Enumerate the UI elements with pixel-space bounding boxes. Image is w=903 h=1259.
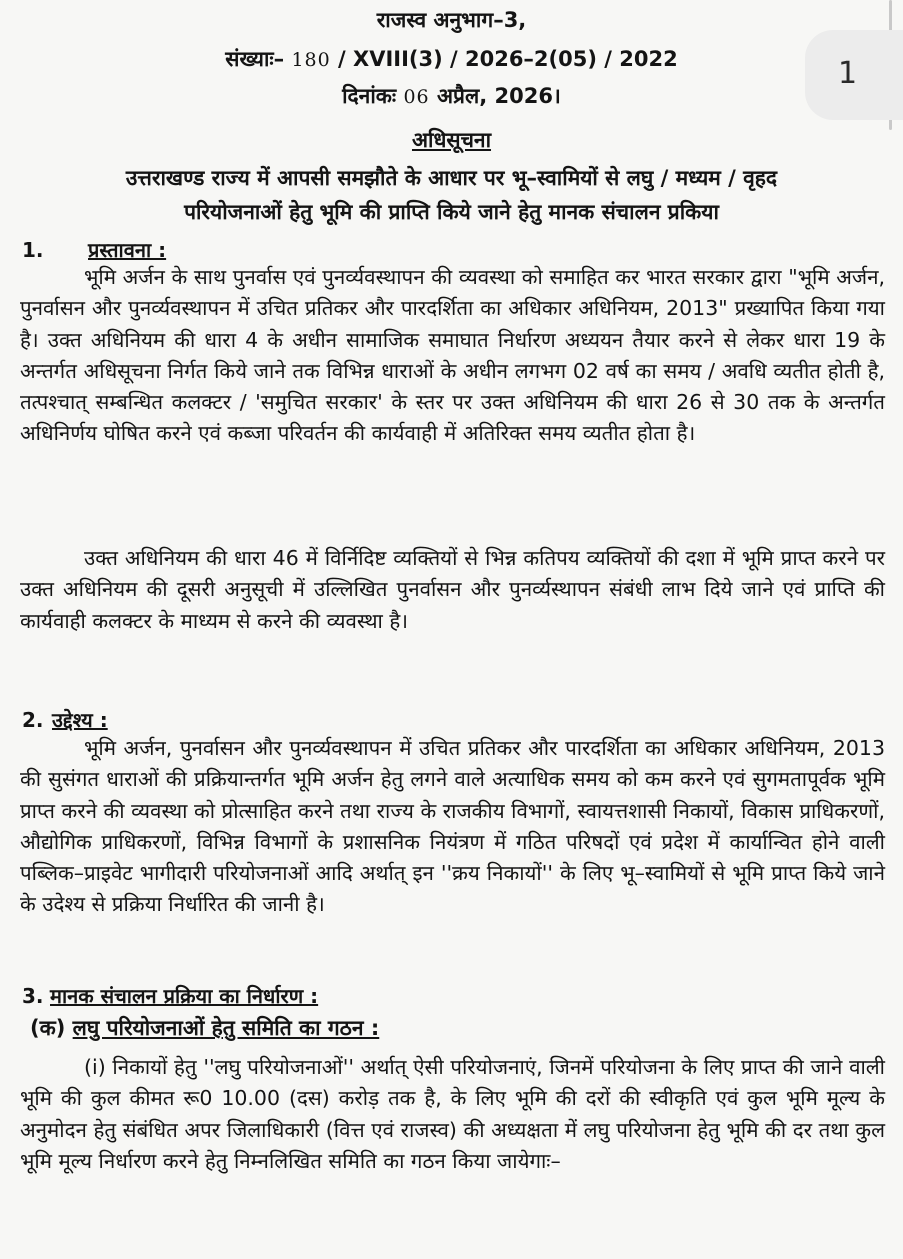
subsection-a-item-i: (i) निकायों हेतु ''लघु परियोजनाओं'' अर्थात् ऐसी परियोजनाएं, जिनमें परियोजना के लिए प्राप्त की जाने वाली भूमि की कुल कीमत रू0 10.00 (दस) करोड़ तक है, के लिए भूमि की दरों की स्वीकृति एवं कुल भूमि मूल्य के अनुमोदन हेतु संबंधित अपर जिलाधिकारी (वित्त एवं राजस्व) की अध्यक्षता में लघु परियोजना हेतु भूमि की दर तथा कुल भूमि मूल्य निर्धारण करने हेतु निम्नलिखित समिति का गठन किया जायेगाः–: [20, 1055, 885, 1173]
section-1-number: 1.: [22, 238, 44, 262]
handwritten-number: 180: [291, 49, 331, 71]
section-1-paragraph-1: भूमि अर्जन के साथ पुनर्वास एवं पुनर्व्यवस्थापन की व्यवस्था को समाहित कर भारत सरकार द्वारा "भूमि अर्जन, पुनर्वासन और पुनर्व्यवस्थापन में उचित प्रतिकर और पारदर्शिता का अधिकार अधिनियम, 2013" प्रख्यापित किया गया है। उक्त अधिनियम की धारा 4 के अधीन सामाजिक समाघात निर्धारण अध्ययन तैयार करने से लेकर धारा 19 के अन्तर्गत अधिसूचना निर्गत किये जाने तक विभिन्न धाराओं के अधीन लगभग 02 वर्ष का समय / अवधि व्यतीत होती है, तत्पश्चात् सम्बन्धित कलक्टर / 'समुचित सरकार' के स्तर पर उक्त अधिनियम की धारा 26 से 30 तक के अन्तर्गत अधिनिर्णय घोषित करने एवं कब्जा परिवर्तन की कार्यवाही में अतिरिक्त समय व्यतीत होता है।: [20, 265, 885, 446]
page-number-indicator: 1: [838, 56, 858, 91]
section-2-number: 2.: [22, 708, 44, 732]
document-title-line2: परियोजनाओं हेतु भूमि की प्राप्ति किये जाने हेतु मानक संचालन प्रकिया: [184, 200, 719, 224]
subsection-a-marker: (क): [30, 1016, 66, 1040]
section-3-heading: [50, 982, 318, 1010]
date-label: दिनांकः: [342, 84, 397, 108]
date-rest: अप्रैल, 2026।: [436, 84, 561, 108]
section-3-heading-text: मानक संचालन प्रक्रिया का निर्धारण :: [50, 984, 319, 1008]
number-label: संख्याः–: [225, 47, 285, 71]
document-title-line1: उत्तराखण्ड राज्य में आपसी समझौते के आधार पर भू–स्वामियों से लघु / मध्यम / वृहद: [125, 166, 778, 190]
section-1-heading-text: प्रस्तावना :: [88, 238, 167, 262]
notification-heading: अधिसूचना: [411, 128, 492, 152]
date-line: [0, 82, 903, 111]
section-3-number: 3.: [22, 984, 44, 1008]
handwritten-date: 06: [403, 86, 430, 108]
department-line: राजस्व अनुभाग–3,: [376, 8, 527, 32]
section-2-heading: [52, 706, 108, 734]
section-2-heading-text: उद्देश्य :: [52, 708, 108, 732]
section-1-heading: [88, 236, 166, 264]
subsection-a-heading-text: लघु परियोजनाओं हेतु समिति का गठन :: [72, 1016, 380, 1040]
section-1-paragraph-2: उक्त अधिनियम की धारा 46 में विर्निदिष्ट व्यक्तियों से भिन्न कतिपय व्यक्तियों की दशा में भूमि प्राप्त करने पर उक्त अधिनियम की दूसरी अनुसूची में उल्लिखित पुनर्वासन और पुनर्व्यस्थापन संबंधी लाभ दिये जाने एवं प्राप्ति की कार्यवाही कलक्टर के माध्यम से करने की व्यवस्था है।: [20, 546, 885, 633]
subsection-a-heading: [30, 1014, 379, 1042]
section-2-paragraph-1: भूमि अर्जन, पुनर्वासन और पुनर्व्यवस्थापन में उचित प्रतिकर और पारदर्शिता का अधिकार अधिनियम, 2013 की सुसंगत धाराओं की प्रक्रियान्तर्गत भूमि अर्जन हेतु लगने वाले अत्याधिक समय को कम करने एवं सुगमतापूर्वक भूमि प्राप्त करने की व्यवस्था को प्रोत्साहित करने तथा राज्य के राजकीय विभागों, स्वायत्तशासी निकायों, विकास प्राधिकरणों, औद्योगिक प्राधिकरणों, विभिन्न विभागों के प्रशासनिक नियंत्रण में गठित परिषदों एवं प्रदेश में कार्यान्वित होने वाली पब्लिक–प्राइवेट भागीदारी परियोजनाओं आदि अर्थात् इन ''क्रय निकायों'' के लिए भू–स्वामियों से भूमि प्राप्त किये जाने के उदेश्य से प्रक्रिया निर्धारित की जानी है।: [20, 736, 885, 917]
number-rest: / XVIII(3) / 2026–2(05) / 2022: [338, 47, 678, 71]
reference-number-line: [0, 45, 903, 74]
